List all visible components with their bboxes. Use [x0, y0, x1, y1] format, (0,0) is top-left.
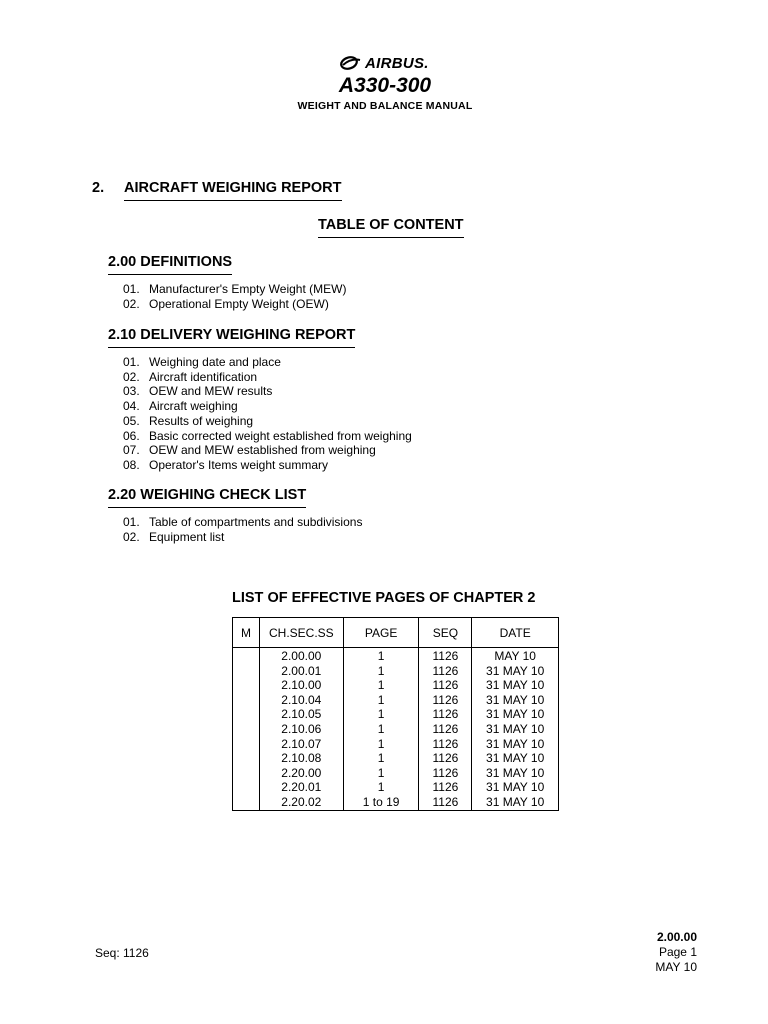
cell-page: 1: [343, 751, 419, 766]
cell-m: [233, 678, 260, 693]
item-text: Operator's Items weight summary: [149, 457, 329, 472]
airbus-logo: [340, 53, 429, 73]
lep-title: LIST OF EFFECTIVE PAGES OF CHAPTER 2: [232, 590, 536, 606]
column-header: CH.SEC.SS: [259, 618, 343, 648]
list-item: [123, 282, 346, 297]
cell-page: 1: [343, 678, 419, 693]
item-number: 02.: [123, 369, 140, 384]
cell-page: 1: [343, 780, 419, 795]
item-number: 03.: [123, 384, 140, 399]
aircraft-model: A330-300: [338, 74, 432, 97]
list-item: [123, 399, 412, 414]
brand-name: AIRBUS.: [365, 54, 429, 72]
list-item: [123, 370, 412, 385]
cell-m: [233, 693, 260, 708]
cell-chsecss: 2.00.01: [259, 664, 343, 679]
cell-date: 31 MAY 10: [472, 780, 559, 795]
list-item: [123, 515, 362, 530]
chapter-number: 2.: [92, 180, 105, 196]
list-item: [123, 355, 412, 370]
item-number: 05.: [123, 413, 140, 428]
cell-page: 1: [343, 766, 419, 781]
footer-page-info: [655, 930, 697, 975]
list-item: [123, 414, 412, 429]
table-row: [233, 751, 559, 766]
cell-chsecss: 2.10.07: [259, 737, 343, 752]
item-number: 01.: [123, 355, 140, 369]
table-row: [233, 737, 559, 752]
item-text: OEW and MEW established from weighing: [149, 443, 376, 458]
cell-page: 1: [343, 722, 419, 737]
cell-page: 1: [343, 648, 419, 664]
table-row: [233, 678, 559, 693]
airbus-swirl-icon: [340, 56, 362, 70]
section-items-definitions: [123, 282, 346, 311]
list-item: [123, 429, 412, 444]
cell-date: 31 MAY 10: [472, 751, 559, 766]
item-text: Manufacturer's Empty Weight (MEW): [149, 282, 347, 296]
column-header: M: [233, 618, 260, 648]
cell-m: [233, 722, 260, 737]
cell-page: 1: [343, 664, 419, 679]
cell-date: 31 MAY 10: [472, 707, 559, 722]
cell-seq: 1126: [419, 766, 472, 781]
cell-chsecss: 2.20.02: [259, 795, 343, 810]
cell-m: [233, 795, 260, 810]
cell-chsecss: 2.00.00: [259, 648, 343, 664]
table-row: [233, 648, 559, 664]
table-row: [233, 795, 559, 810]
cell-page: 1 to 19: [343, 795, 419, 810]
section-items-delivery-weighing-report: [123, 355, 412, 473]
item-text: Aircraft identification: [149, 369, 258, 384]
table-row: [233, 780, 559, 795]
item-number: 07.: [123, 443, 140, 458]
item-text: Results of weighing: [149, 413, 254, 428]
table-header-row: [233, 618, 559, 648]
cell-m: [233, 766, 260, 781]
section-number: 2.00: [108, 254, 137, 270]
cell-date: 31 MAY 10: [472, 678, 559, 693]
cell-m: [233, 780, 260, 795]
list-item: [123, 443, 412, 458]
item-number: 02.: [123, 296, 140, 311]
cell-m: [233, 648, 260, 664]
section-heading-weighing-check-list: [108, 487, 306, 508]
footer-sequence: Seq: 1126: [95, 946, 149, 960]
section-heading-definitions: [108, 254, 232, 275]
cell-date: 31 MAY 10: [472, 722, 559, 737]
item-number: 01.: [123, 282, 140, 296]
cell-date: 31 MAY 10: [472, 664, 559, 679]
section-heading-delivery-weighing-report: [108, 327, 355, 348]
cell-seq: 1126: [419, 693, 472, 708]
cell-page: 1: [343, 707, 419, 722]
item-text: Operational Empty Weight (OEW): [149, 296, 329, 311]
footer-page-number: Page 1: [658, 945, 697, 959]
column-header: PAGE: [343, 618, 419, 648]
item-text: OEW and MEW results: [149, 384, 273, 399]
manual-title: WEIGHT AND BALANCE MANUAL: [297, 100, 473, 112]
list-item: [123, 384, 412, 399]
section-number: 2.10: [108, 327, 137, 343]
chapter-title: AIRCRAFT WEIGHING REPORT: [124, 180, 342, 201]
item-number: 02.: [123, 529, 140, 544]
cell-m: [233, 737, 260, 752]
table-row: [233, 693, 559, 708]
column-header: DATE: [472, 618, 559, 648]
section-items-weighing-check-list: [123, 515, 362, 544]
cell-page: 1: [343, 693, 419, 708]
cell-chsecss: 2.10.08: [259, 751, 343, 766]
footer-date: MAY 10: [655, 960, 697, 974]
cell-seq: 1126: [419, 664, 472, 679]
cell-seq: 1126: [419, 751, 472, 766]
effective-pages-table: [232, 617, 559, 811]
cell-seq: 1126: [419, 722, 472, 737]
list-item: [123, 458, 412, 473]
cell-date: 31 MAY 10: [472, 737, 559, 752]
cell-seq: 1126: [419, 737, 472, 752]
table-row: [233, 664, 559, 679]
table-row: [233, 766, 559, 781]
cell-chsecss: 2.10.06: [259, 722, 343, 737]
cell-seq: 1126: [419, 648, 472, 664]
section-title: WEIGHING CHECK LIST: [140, 487, 307, 503]
table-row: [233, 707, 559, 722]
cell-date: 31 MAY 10: [472, 693, 559, 708]
cell-seq: 1126: [419, 678, 472, 693]
item-number: 01.: [123, 515, 140, 529]
item-number: 08.: [123, 457, 140, 472]
cell-chsecss: 2.20.00: [259, 766, 343, 781]
item-text: Basic corrected weight established from weighing: [149, 428, 412, 443]
cell-m: [233, 751, 260, 766]
table-row: [233, 722, 559, 737]
cell-date: 31 MAY 10: [472, 795, 559, 810]
toc-title: TABLE OF CONTENT: [318, 217, 464, 238]
item-text: Aircraft weighing: [149, 399, 238, 414]
cell-date: 31 MAY 10: [472, 766, 559, 781]
cell-m: [233, 664, 260, 679]
item-number: 04.: [123, 399, 140, 414]
cell-seq: 1126: [419, 795, 472, 810]
item-text: Equipment list: [149, 529, 225, 544]
cell-chsecss: 2.10.04: [259, 693, 343, 708]
section-title: DEFINITIONS: [140, 254, 233, 270]
item-number: 06.: [123, 428, 140, 443]
section-number: 2.20: [108, 487, 137, 503]
cell-seq: 1126: [419, 780, 472, 795]
item-text: Weighing date and place: [149, 355, 281, 369]
column-header: SEQ: [419, 618, 472, 648]
list-item: [123, 530, 362, 545]
cell-chsecss: 2.10.05: [259, 707, 343, 722]
list-item: [123, 297, 346, 312]
section-title: DELIVERY WEIGHING REPORT: [140, 327, 356, 343]
item-text: Table of compartments and subdivisions: [149, 515, 363, 529]
cell-date: MAY 10: [472, 648, 559, 664]
cell-m: [233, 707, 260, 722]
cell-page: 1: [343, 737, 419, 752]
footer-reference: 2.00.00: [656, 930, 697, 944]
cell-chsecss: 2.20.01: [259, 780, 343, 795]
cell-seq: 1126: [419, 707, 472, 722]
cell-chsecss: 2.10.00: [259, 678, 343, 693]
